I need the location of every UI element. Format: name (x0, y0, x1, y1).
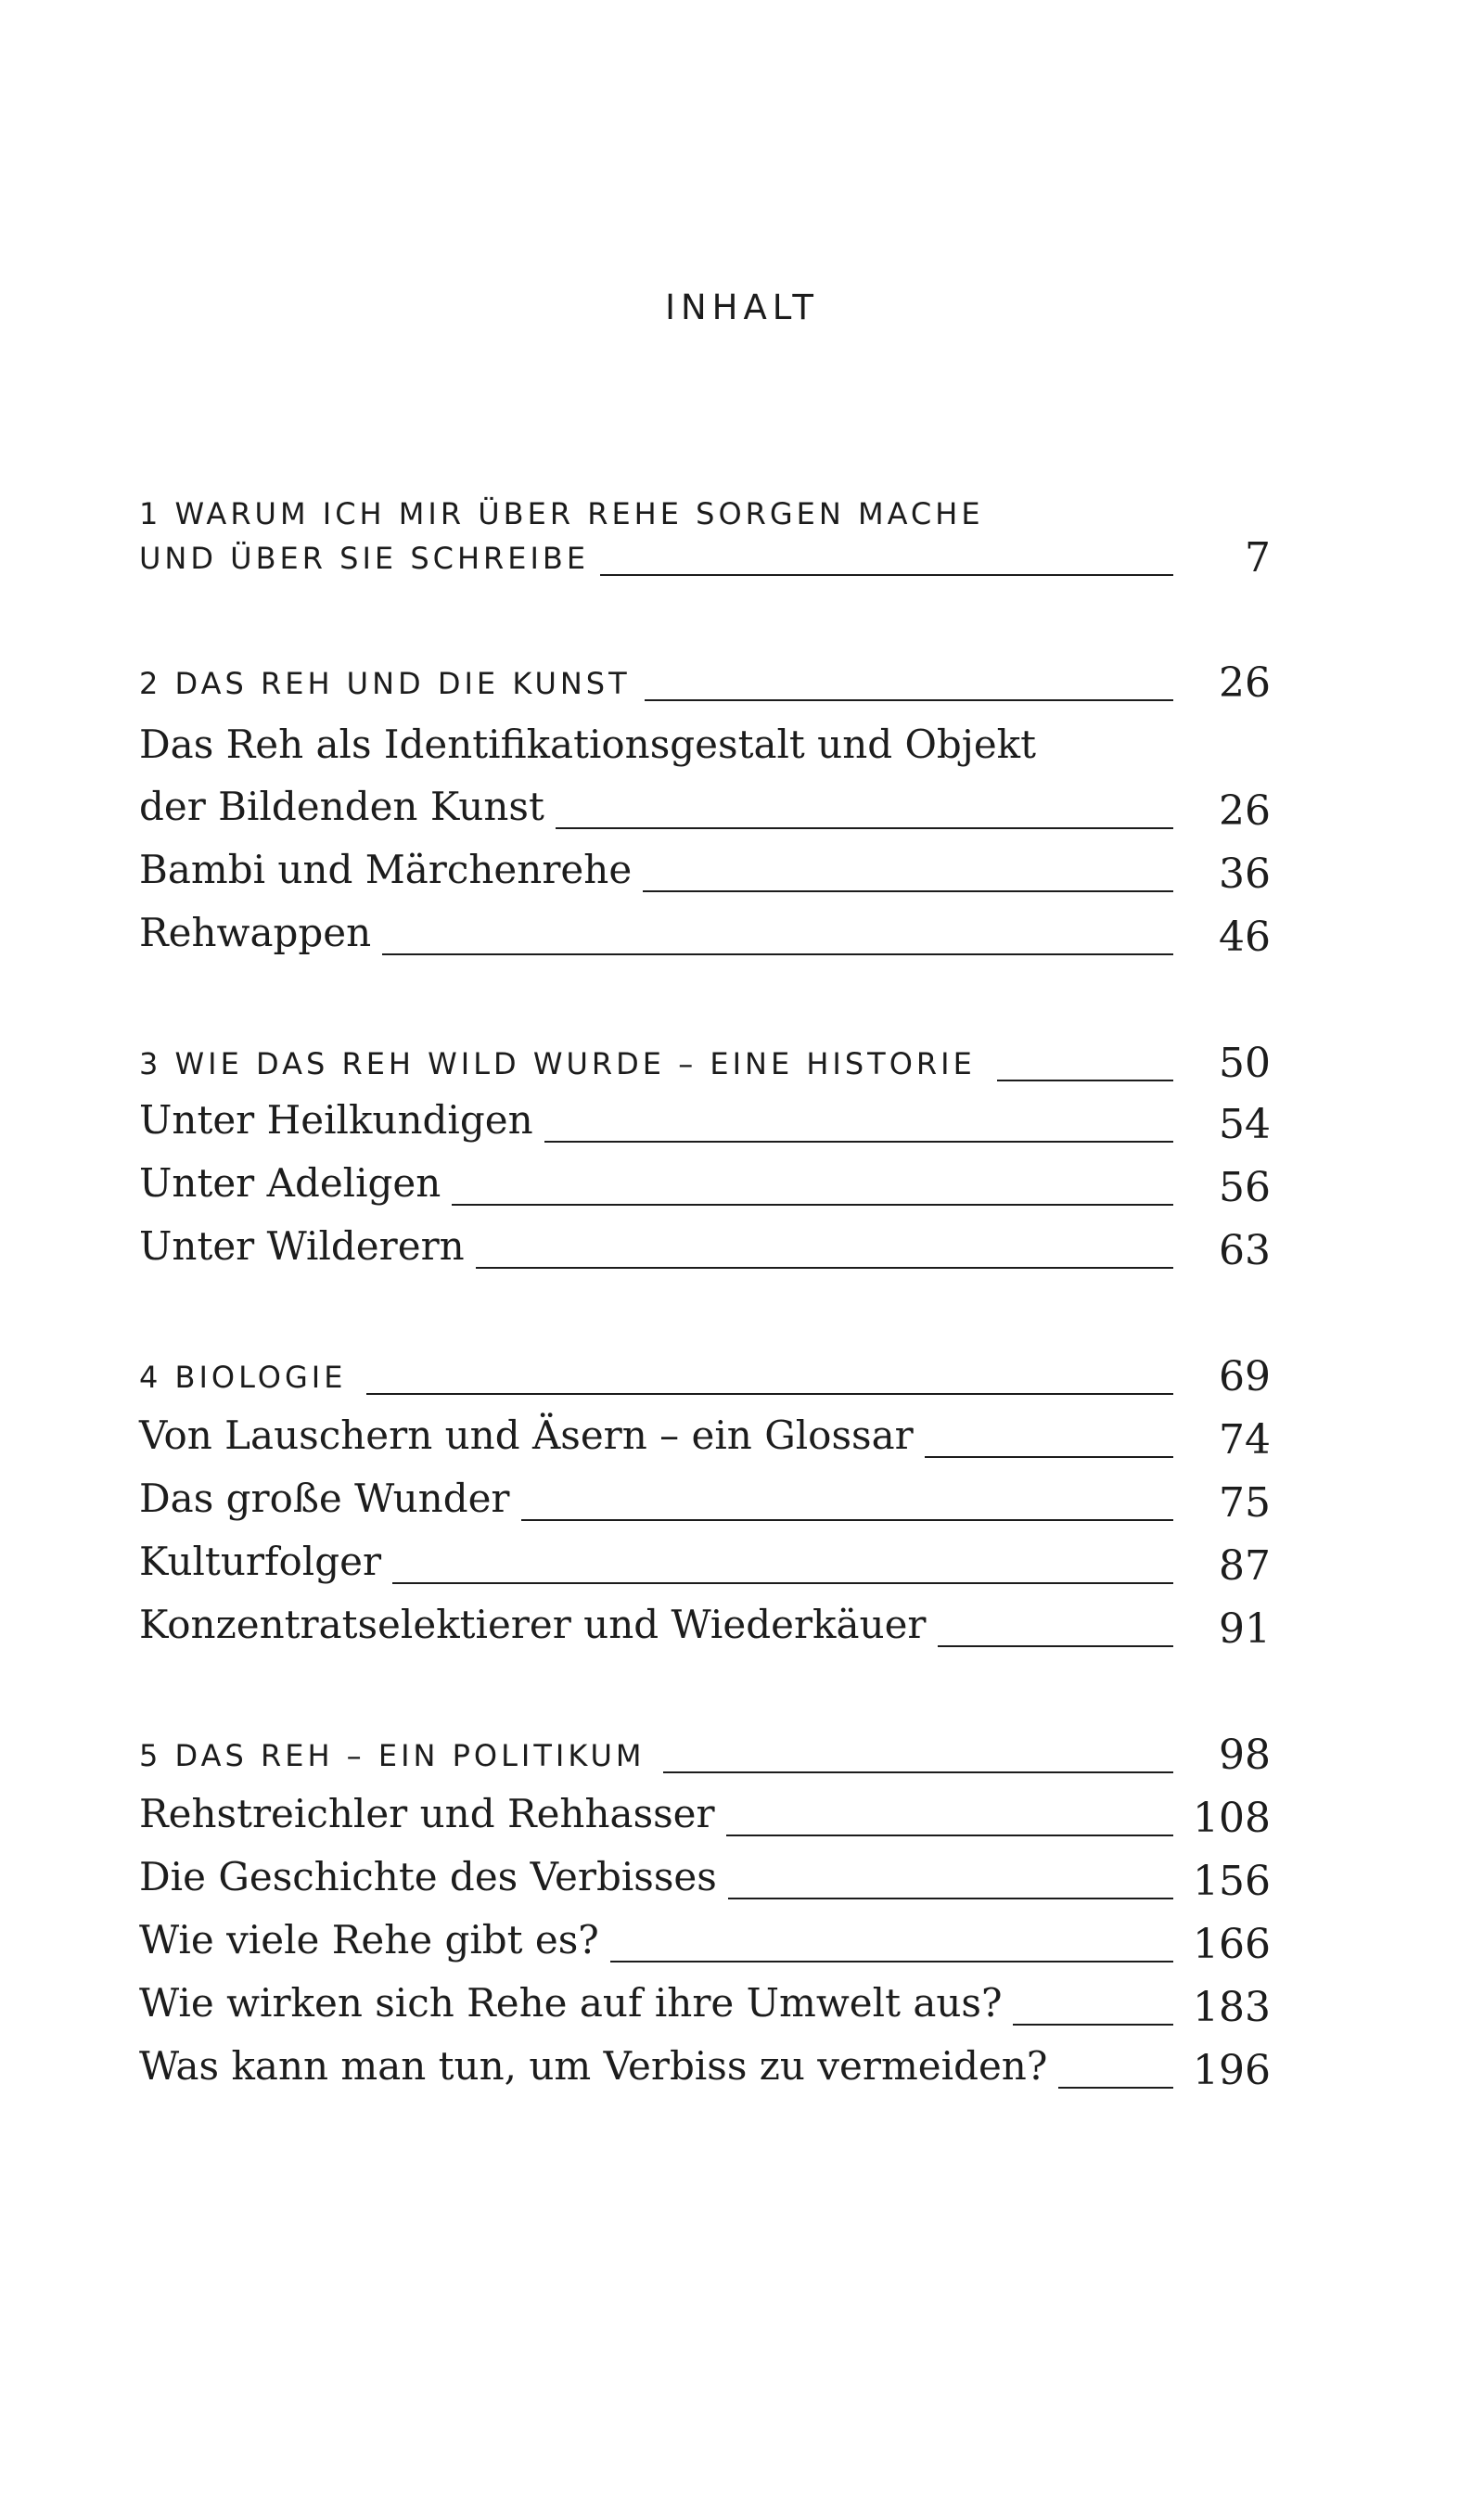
toc-section-5c[interactable] (139, 1911, 1271, 1975)
toc-page-number: 91 (1219, 1605, 1271, 1653)
toc-page-number: 98 (1219, 1732, 1271, 1779)
toc-chapter-5[interactable] (139, 1721, 1271, 1786)
dot-leader (510, 1141, 1173, 1143)
toc-page-number: 63 (1219, 1227, 1271, 1274)
toc-section-5e[interactable] (139, 2037, 1271, 2102)
toc-page-number: 36 (1219, 850, 1271, 898)
dot-leader (357, 953, 1173, 955)
page-title: INHALT (665, 288, 819, 327)
toc-page-number: 26 (1219, 787, 1271, 835)
toc-entry-label: Rehwappen (139, 910, 382, 955)
toc-page-number: 74 (1219, 1416, 1271, 1464)
toc-page-number: 87 (1219, 1542, 1271, 1590)
toc-page-number: 108 (1193, 1795, 1271, 1842)
dot-leader (594, 890, 1173, 892)
toc-entry-label: Was kann man tun, um Verbiss zu vermeiden? (139, 2043, 1058, 2089)
toc-page-number: 50 (1219, 1040, 1271, 1087)
toc-entry-label: Konzentratselektierer und Wiederkäuer (139, 1602, 938, 1647)
toc-section-5b[interactable] (139, 1847, 1271, 1912)
dot-leader (677, 1898, 1173, 1899)
toc-page-number: 56 (1219, 1164, 1271, 1211)
dot-leader (450, 1267, 1173, 1269)
toc-entry-label: Wie viele Rehe gibt es? (139, 1917, 610, 1962)
toc-entry-label: Rehstreichler und Rehhasser (139, 1791, 726, 1836)
toc-entry-label: 5 DAS REH – EIN POLITIKUM (139, 1738, 657, 1773)
dot-leader (422, 1204, 1173, 1206)
toc-page-number: 183 (1193, 1984, 1271, 2031)
toc-entry-label: 2 DAS REH UND DIE KUNST (139, 666, 642, 701)
dot-leader (668, 1835, 1173, 1836)
toc-entry-label: 4 BIOLOGIE (139, 1360, 357, 1395)
toc-section-4d[interactable] (139, 1595, 1271, 1660)
dot-leader (366, 1582, 1173, 1584)
dot-leader (594, 574, 1173, 576)
dot-leader (997, 1080, 1173, 1081)
dot-leader (515, 827, 1173, 829)
dot-leader (645, 699, 1173, 701)
toc-entry-label: Kulturfolger (139, 1539, 392, 1584)
toc-page-number: 69 (1219, 1353, 1271, 1400)
toc-section-5d[interactable] (139, 1974, 1271, 2039)
toc-section-4c[interactable] (139, 1532, 1271, 1597)
toc-page-number: 46 (1219, 914, 1271, 961)
toc-entry-label: Die Geschichte des Verbisses (139, 1854, 728, 1899)
toc-entry-label: 3 WIE DAS REH WILD WURDE – EINE HISTORIE (139, 1046, 987, 1081)
toc-entry-label: Unter Heilkundigen (139, 1097, 544, 1143)
toc-section-2a-line-1: Das Reh als Identifikationsgestalt und Objekt (139, 722, 1037, 767)
toc-section-3b[interactable] (139, 1154, 1271, 1219)
toc-section-2b[interactable] (139, 840, 1271, 905)
toc-entry-label: Unter Wilderern (139, 1223, 476, 1269)
dot-leader (366, 1393, 1173, 1395)
toc-entry-label: Wie wirken sich Rehe auf ihre Umwelt aus? (139, 1980, 1013, 2026)
toc-page-number: 75 (1219, 1479, 1271, 1527)
toc-chapter-1[interactable] (139, 524, 1271, 589)
toc-chapter-1-line-2: UND ÜBER SIE SCHREIBE (139, 541, 600, 576)
toc-section-5a[interactable] (139, 1784, 1271, 1849)
toc-entry-label: Von Lauschern und Äsern – ein Glossar (139, 1413, 925, 1458)
toc-section-3a[interactable] (139, 1091, 1271, 1156)
toc-section-3c[interactable] (139, 1217, 1271, 1282)
toc-section-4a[interactable] (139, 1406, 1271, 1471)
toc-section-2a[interactable] (139, 777, 1271, 842)
toc-entry-label: Bambi und Märchenrehe (139, 847, 643, 892)
toc-section-2a-line-2: der Bildenden Kunst (139, 784, 556, 829)
dot-leader (663, 1771, 1173, 1773)
toc-page-number: 156 (1193, 1858, 1271, 1905)
toc-section-2c[interactable] (139, 903, 1271, 968)
toc-chapter-1-line-1: 1 WARUM ICH MIR ÜBER REHE SORGEN MACHE (139, 496, 984, 531)
toc-page-number: 7 (1245, 534, 1271, 582)
toc-page-number: 196 (1193, 2047, 1271, 2094)
toc-page-number: 26 (1219, 659, 1271, 707)
toc-section-4b[interactable] (139, 1469, 1271, 1534)
toc-page-number: 54 (1219, 1101, 1271, 1148)
dot-leader (482, 1519, 1173, 1521)
toc-entry-label: Das große Wunder (139, 1476, 521, 1521)
toc-page-number: 166 (1193, 1921, 1271, 1968)
toc-chapter-3[interactable] (139, 1029, 1271, 1094)
dot-leader (556, 1961, 1173, 1962)
toc-chapter-4[interactable] (139, 1343, 1271, 1408)
toc-chapter-2[interactable] (139, 649, 1271, 714)
toc-entry-label: Unter Adeligen (139, 1160, 452, 1206)
